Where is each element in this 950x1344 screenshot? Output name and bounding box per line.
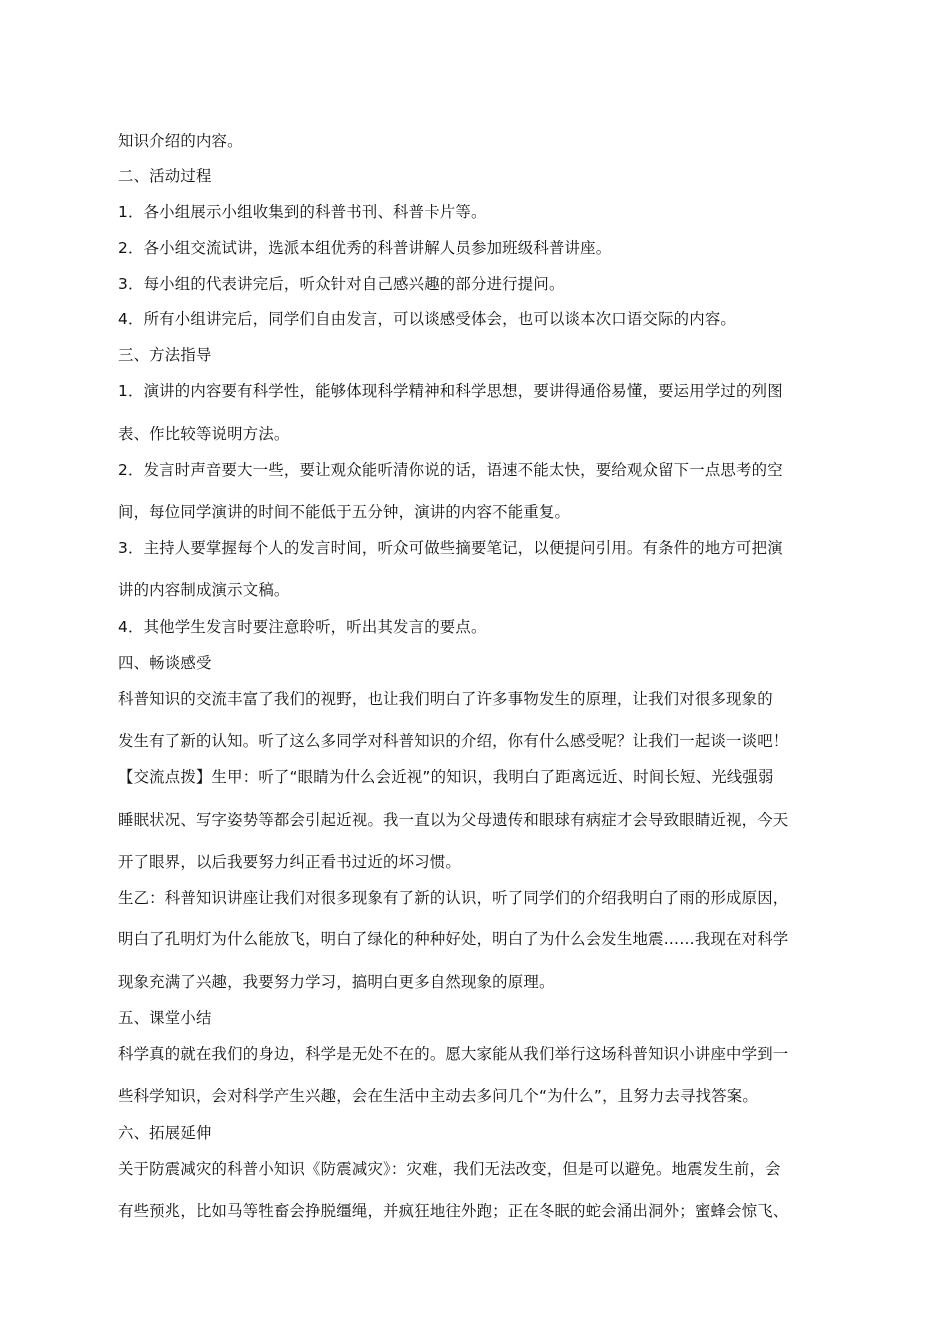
text-line: 睡眠状况、写字姿势等都会引起近视。我一直以为父母遗传和眼球有病症才会导致眼睛近视，今天 xyxy=(118,811,789,829)
text-line: 4．所有小组讲完后，同学们自由发言，可以谈感受体会，也可以谈本次口语交际的内容。 xyxy=(118,310,737,328)
text-line: 有些预兆，比如马等牲畜会挣脱缰绳，并疯狂地往外跑；正在冬眠的蛇会涌出洞外；蜜蜂会惊飞、 xyxy=(118,1202,789,1220)
section-heading: 四、畅谈感受 xyxy=(118,654,212,672)
text-line: 4．其他学生发言时要注意聆听，听出其发言的要点。 xyxy=(118,618,487,636)
text-line: 表、作比较等说明方法。 xyxy=(118,425,290,443)
text-line: 2．发言时声音要大一些，要让观众能听清你说的话，语速不能太快，要给观众留下一点思考的空 xyxy=(118,461,783,479)
text-line: 科普知识的交流丰富了我们的视野，也让我们明白了许多事物发生的原理，让我们对很多现象的 xyxy=(118,690,773,708)
text-line: 讲的内容制成演示文稿。 xyxy=(118,581,290,599)
text-line: 【交流点拨】生甲：听了“眼睛为什么会近视”的知识，我明白了距离远近、时间长短、光线强弱 xyxy=(118,768,774,786)
section-heading: 三、方法指导 xyxy=(118,346,212,364)
text-line: 3．主持人要掌握每个人的发言时间，听众可做些摘要笔记，以便提问引用。有条件的地方可把演 xyxy=(118,539,783,557)
text-line: 些科学知识，会对科学产生兴趣，会在生活中主动去多问几个“为什么”，且努力去寻找答案。 xyxy=(118,1087,758,1105)
text-line: 发生有了新的认知。听了这么多同学对科普知识的介绍，你有什么感受呢？让我们一起谈一谈吧！ xyxy=(118,732,789,750)
text-line: 关于防震减灾的科普小知识《防震减灾》：灾难，我们无法改变，但是可以避免。地震发生前，会 xyxy=(118,1160,781,1178)
text-line: 现象充满了兴趣，我要努力学习，搞明白更多自然现象的原理。 xyxy=(118,973,555,991)
text-line: 间，每位同学演讲的时间不能低于五分钟，演讲的内容不能重复。 xyxy=(118,503,571,521)
text-line: 2．各小组交流试讲，选派本组优秀的科普讲解人员参加班级科普讲座。 xyxy=(118,239,612,257)
text-line: 科学真的就在我们的身边，科学是无处不在的。愿大家能从我们举行这场科普知识小讲座中学到一 xyxy=(118,1045,789,1063)
text-line: 1．演讲的内容要有科学性，能够体现科学精神和科学思想，要讲得通俗易懂，要运用学过的列图 xyxy=(118,382,783,400)
text-line: 生乙：科普知识讲座让我们对很多现象有了新的认识，听了同学们的介绍我明白了雨的形成原因， xyxy=(118,889,789,907)
text-line: 1．各小组展示小组收集到的科普书刊、科普卡片等。 xyxy=(118,203,487,221)
text-line: 开了眼界，以后我要努力纠正看书过近的坏习惯。 xyxy=(118,853,461,871)
section-heading: 六、拓展延伸 xyxy=(118,1124,212,1142)
text-line: 知识介绍的内容。 xyxy=(118,132,243,150)
section-heading: 五、课堂小结 xyxy=(118,1009,212,1027)
text-line: 明白了孔明灯为什么能放飞，明白了绿化的种种好处，明白了为什么会发生地震……我现在对科学 xyxy=(118,930,789,948)
text-line: 3．每小组的代表讲完后，听众针对自己感兴趣的部分进行提问。 xyxy=(118,275,565,293)
section-heading: 二、活动过程 xyxy=(118,167,212,185)
